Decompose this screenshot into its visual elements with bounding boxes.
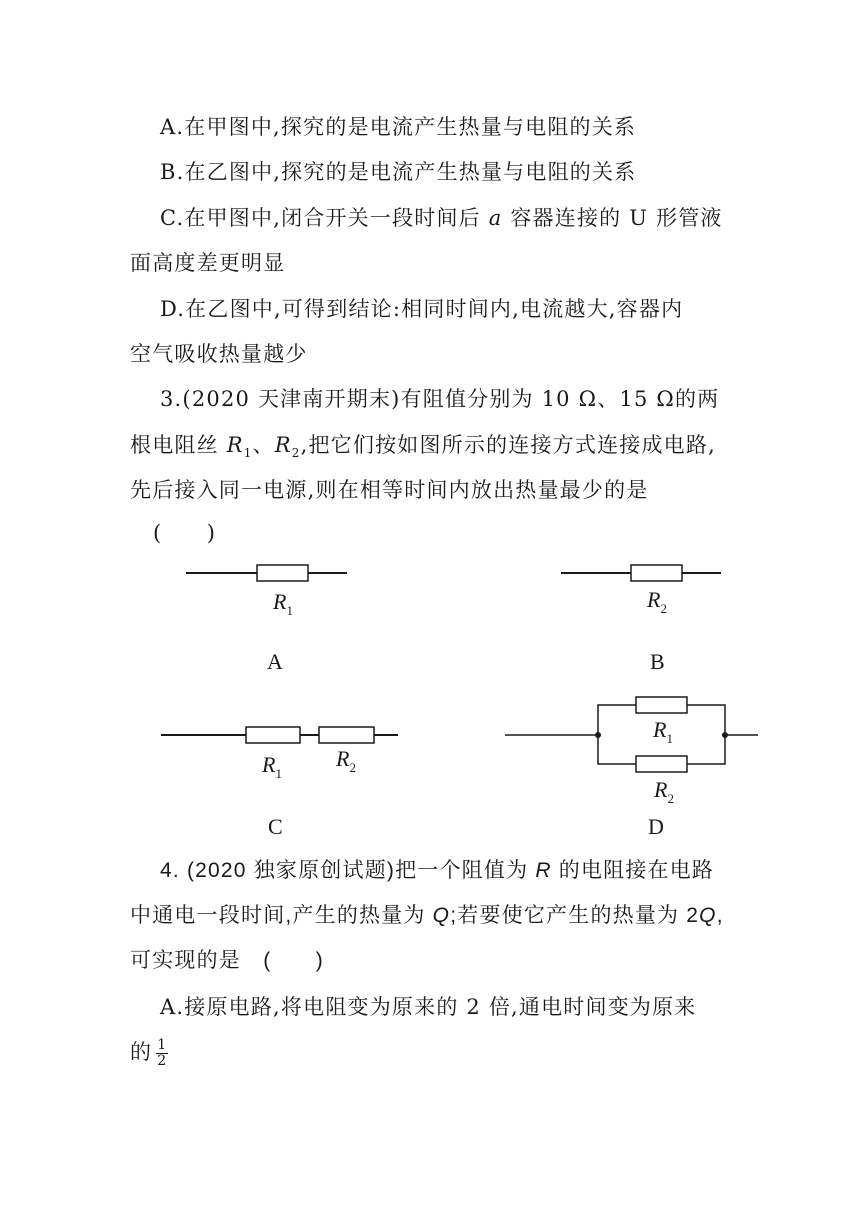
- resistor-r1-d: [636, 697, 687, 713]
- q4-text-2: 的电阻接在电路: [551, 859, 715, 882]
- q3-text-2: ,把它们按如图所示的连接方式连接成电路,: [300, 433, 716, 457]
- circuit-letter-c: C: [268, 814, 283, 839]
- label-r1-c: $R_1$: [262, 752, 282, 781]
- q4-option-a-line1: A.接原电路,将电阻变为原来的 2 倍,通电时间变为原来: [160, 995, 697, 1019]
- resistor-r2-b: [631, 565, 682, 581]
- q4-stem-line1: [160, 856, 714, 886]
- junction-left: [595, 732, 601, 738]
- label-r2-c: $R_2$: [336, 746, 356, 775]
- r1-subscript: 1: [243, 446, 253, 461]
- fraction-one-half: [156, 1038, 168, 1069]
- label-r2-d: $R_2$: [654, 777, 674, 806]
- junction-right: [722, 732, 728, 738]
- resistor-r1-a: [257, 565, 308, 581]
- q2-option-d-line2: 空气吸收热量越少: [130, 342, 308, 366]
- q2-option-b: B.在乙图中,探究的是电流产生热量与电阻的关系: [160, 160, 637, 184]
- r2-symbol: R: [274, 433, 292, 457]
- r-variable: R: [535, 859, 552, 882]
- q4-text: 4. (2020 独家原创试题)把一个阻值为: [160, 859, 536, 882]
- circuit-d: [505, 697, 758, 839]
- q4-text-3: 中通电一段时间,产生的热量为: [130, 904, 433, 927]
- q4-text-4: ;若要使它产生的热量为 2: [450, 904, 700, 927]
- q4-stem-line3: 可实现的是 ( ): [130, 949, 324, 972]
- q3-stem-line3: 先后接入同一电源,则在相等时间内放出热量最少的是: [130, 478, 649, 502]
- q2-option-d-line1: D.在乙图中,可得到结论:相同时间内,电流越大,容器内: [160, 297, 684, 321]
- label-r1-a: $R_1$: [273, 589, 293, 618]
- circuit-letter-b: B: [650, 649, 665, 674]
- q3-text: 根电阻丝: [130, 433, 227, 457]
- q4-text-5: ,: [716, 904, 724, 927]
- q4-option-a-text: 的: [130, 1040, 153, 1064]
- q2-option-a: A.在甲图中,探究的是电流产生热量与电阻的关系: [160, 115, 637, 139]
- fraction-denominator: 2: [157, 1053, 168, 1069]
- container-a-variable: a: [488, 206, 503, 230]
- q4-stem-line2: [130, 901, 724, 931]
- separator: 、: [252, 433, 275, 457]
- q-variable-2: Q: [699, 904, 717, 927]
- q2-option-c-line2: 面高度差更明显: [130, 251, 286, 275]
- circuit-a: [186, 565, 347, 674]
- fraction-numerator: 1: [157, 1037, 168, 1053]
- label-r2-b: $R_2$: [647, 587, 667, 616]
- label-r1-d: $R_1$: [653, 717, 673, 746]
- q3-stem-line1: 3.(2020 天津南开期末)有阻值分别为 10 Ω、15 Ω的两: [160, 387, 720, 411]
- r2-subscript: 2: [291, 446, 301, 461]
- q2-option-c-text-2: 容器连接的 U 形管液: [502, 206, 723, 230]
- q2-option-c-text: C.在甲图中,闭合开关一段时间后: [160, 206, 489, 230]
- q4-option-a-line2: [130, 1037, 168, 1069]
- resistor-r1-c: [246, 727, 300, 743]
- circuit-c: [161, 727, 398, 839]
- r1-symbol: R: [226, 433, 244, 457]
- circuit-letter-d: D: [648, 814, 664, 839]
- resistor-r2-c: [319, 727, 374, 743]
- q3-answer-blank: ( ): [153, 521, 217, 545]
- resistor-r2-d: [636, 756, 687, 772]
- circuit-letter-a: A: [267, 649, 283, 674]
- circuit-b: [561, 565, 721, 674]
- q-variable: Q: [432, 904, 451, 927]
